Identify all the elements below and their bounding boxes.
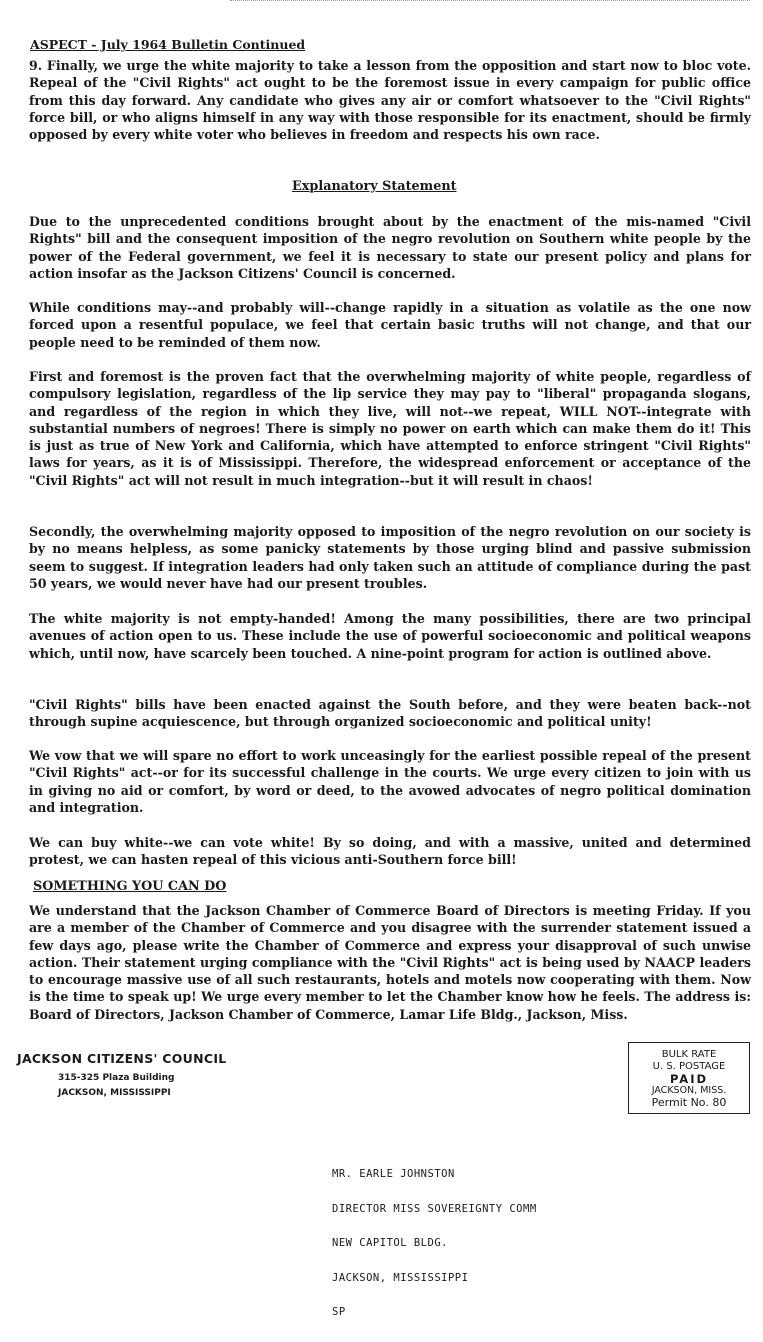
postage-permit: Permit No. 80 bbox=[651, 1096, 727, 1109]
org-name: JACKSON CITIZENS' COUNCIL bbox=[17, 1051, 227, 1066]
postage-paid: PAID bbox=[669, 1072, 709, 1086]
top-edge-line bbox=[230, 0, 750, 4]
org-address-line-2: JACKSON, MISSISSIPPI bbox=[58, 1088, 171, 1098]
recipient-line-2: DIRECTOR MISS SOVEREIGNTY COMM bbox=[332, 1202, 537, 1215]
something-paragraph: We understand that the Jackson Chamber of Commerce Board of Directors is meeting Friday. If you are a member of the Chamber of Commerce and you disagree with the surrender statement issued a few days ago, please write the Chamber of Commerce and express your disapproval of such unwise action. Their statement urging compliance with the "Civil Rights" act is being used by NAACP leaders to encourage massive use of all such restaurants, hotels and motels now cooperating with them. Now is the time to speak up! We urge every member to let the Chamber know how he feels. The address is: Board of Directors, Jackson Chamber of Commerce, Lamar Life Bldg., Jackson, Miss. bbox=[29, 903, 751, 1022]
org-address-line-1: 315-325 Plaza Building bbox=[58, 1073, 175, 1083]
paragraph-7: We vow that we will spare no effort to work unceasingly for the earliest possible repeal of the present "Civil Rights" act--or for its successful challenge in the courts. We urge every citizen to join with us in giving no aid or comfort, by word or deed, to the avowed advocates of negro political domination and integration. bbox=[29, 748, 751, 815]
postage-line-2: U. S. POSTAGE bbox=[652, 1061, 726, 1072]
paragraph-2: While conditions may--and probably will--change rapidly in a situation as volatile as the one now forced upon a resentful populace, we feel that certain basic truths will not change, and that our people need to be reminded of them now. bbox=[29, 300, 751, 350]
postage-line-4: JACKSON, MISS. bbox=[651, 1085, 727, 1096]
paragraph-3: First and foremost is the proven fact that the overwhelming majority of white people, regardless of compulsory legislation, regardless of the lip service they may pay to "liberal" propaganda slogans, and regardless of the region in which they live, will not--we repeat, WILL NOT--integrate with substantial numbers of negroes! There is simply no power on earth which can make them do it! This is just as true of New York and California, which have attempted to enforce stringent "Civil Rights" laws for years, as it is of Mississippi. Therefore, the widespread enforcement or acceptance of the "Civil Rights" act will not result in much integration--but it will result in chaos! bbox=[29, 369, 751, 488]
postage-indicia bbox=[628, 1042, 750, 1114]
something-heading: SOMETHING YOU CAN DO bbox=[33, 879, 227, 894]
recipient-line-3: NEW CAPITOL BLDG. bbox=[332, 1237, 448, 1249]
paragraph-4: Secondly, the overwhelming majority opposed to imposition of the negro revolution on our society is by no means helpless, as some panicky statements by those urging blind and passive submission seem to suggest. If integration leaders had only taken such an attitude of compliance during the past 50 years, we would never have had our present troubles. bbox=[29, 524, 751, 591]
bulletin-header: ASPECT - July 1964 Bulletin Continued bbox=[30, 37, 306, 52]
recipient-line-5: SP bbox=[332, 1306, 346, 1318]
recipient-address bbox=[332, 1146, 537, 1342]
paragraph-8: We can buy white--we can vote white! By so doing, and with a massive, united and determined protest, we can hasten repeal of this vicious anti-Southern force bill! bbox=[29, 835, 751, 868]
point-9-paragraph: 9. Finally, we urge the white majority to take a lesson from the opposition and start now to bloc vote. Repeal of the "Civil Rights" act ought to be the foremost issue in every campaign for public office from this day forward. Any candidate who gives any air or comfort whatsoever to the "Civil Rights" force bill, or who aligns himself in any way with those responsible for its enactment, should be firmly opposed by every white voter who believes in freedom and respects his own race. bbox=[29, 58, 751, 143]
recipient-line-1: MR. EARLE JOHNSTON bbox=[332, 1168, 455, 1180]
postage-line-1: BULK RATE bbox=[661, 1049, 717, 1060]
paragraph-1: Due to the unprecedented conditions brought about by the enactment of the mis-named "Civil Rights" bill and the consequent imposition of the negro revolution on Southern white people by the power of the Federal government, we feel it is necessary to state our present policy and plans for action insofar as the Jackson Citizens' Council is concerned. bbox=[29, 214, 751, 281]
explanatory-heading: Explanatory Statement bbox=[292, 179, 457, 194]
recipient-line-4: JACKSON, MISSISSIPPI bbox=[332, 1271, 469, 1284]
paragraph-5: The white majority is not empty-handed! Among the many possibilities, there are two principal avenues of action open to us. These include the use of powerful socioeconomic and political weapons which, until now, have scarcely been touched. A nine-point program for action is outlined above. bbox=[29, 611, 751, 661]
paragraph-6: "Civil Rights" bills have been enacted against the South before, and they were beaten back--not through supine acquiescence, but through organized socioeconomic and political unity! bbox=[29, 697, 751, 730]
